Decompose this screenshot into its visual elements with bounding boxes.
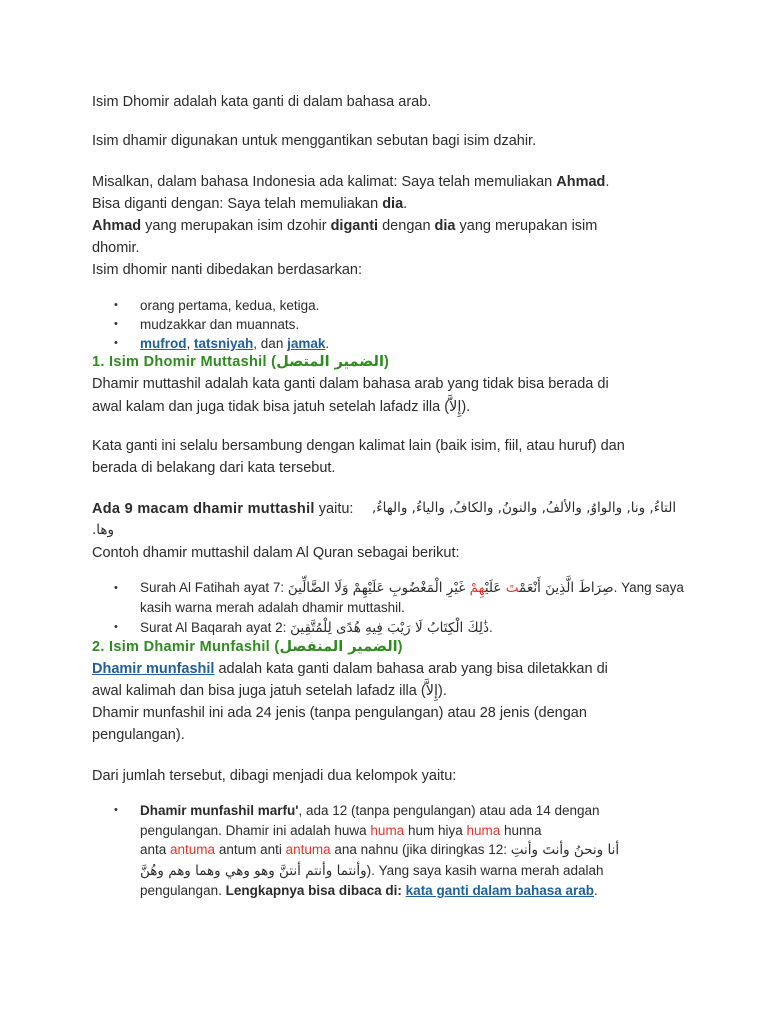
link-tatsniyah[interactable]: tatsniyah (194, 336, 254, 351)
section-2-paragraph-line2 (92, 680, 447, 702)
definition-paragraph (92, 130, 536, 152)
intro-text: Isim Dhomir adalah kata ganti di dalam bahasa arab. (92, 94, 432, 110)
highlighted-word: huma (370, 822, 405, 838)
list-item (110, 618, 684, 638)
text: ana nahnu (jika diringkas 12: (330, 842, 511, 857)
text: Dhamir muttashil adalah kata ganti dalam bahasa arab yang tidak bisa berada di (92, 376, 609, 392)
intro-paragraph (92, 91, 431, 113)
arabic-illa: إِلاَّ (449, 399, 462, 415)
text: Contoh dhamir muttashil dalam Al Quran sebagai berikut: (92, 545, 460, 561)
heading-arabic: الضمير المنفصل (279, 639, 398, 655)
link-mufrod[interactable]: mufrod (140, 336, 187, 351)
highlighted-word: antuma (170, 842, 216, 857)
line (140, 821, 619, 841)
arabic-text: عَلَيْ (484, 580, 506, 596)
separator: , dan (253, 336, 288, 351)
section-1-paragraph-2-line2 (92, 457, 335, 479)
list-item-text: mudzakkar dan muannats. (140, 317, 300, 332)
bold-word: Ahmad (556, 174, 606, 190)
text: Dari jumlah tersebut, dibagi menjadi dua kelompok yaitu: (92, 768, 457, 784)
arabic-text: صِرَاطَ الَّذِينَ أَنْعَمْ (519, 580, 614, 596)
definition-text: Isim dhamir digunakan untuk menggantikan sebutan bagi isim dzahir. (92, 133, 537, 149)
section-1-paragraph-2 (92, 435, 625, 457)
text: pengulangan. (140, 883, 226, 898)
text: hunna (500, 822, 542, 838)
text: yaitu: (314, 501, 354, 517)
separator: , (186, 336, 195, 351)
highlighted-word: huma (466, 822, 501, 838)
section-2-heading (92, 636, 403, 658)
text: yang merupakan isim (455, 218, 598, 234)
text: anta (140, 842, 171, 857)
bold-word: dia (434, 218, 456, 234)
text: awal kalam dan juga tidak bisa jatuh setelah lafadz illa ( (92, 399, 450, 415)
punct: ) (397, 639, 403, 655)
example-paragraph (92, 171, 609, 193)
section-1-paragraph-line2 (92, 396, 470, 418)
heading-arabic: الضمير المتصل (276, 354, 384, 370)
section-1-heading (92, 351, 389, 373)
group-intro (92, 765, 456, 787)
text: yang merupakan isim dzohir (141, 218, 331, 234)
muttashil-arabic-list-end (92, 519, 114, 541)
example-line-2: Bisa diganti dengan: Saya telah memuliakan (92, 196, 383, 212)
punct: ). (461, 399, 471, 415)
highlighted-pronoun: هِمْ (469, 580, 485, 596)
link-dhamir-munfashil[interactable]: Dhamir munfashil (92, 661, 215, 677)
text: ). Yang saya kasih warna merah adalah (366, 862, 604, 878)
list-item (110, 296, 329, 315)
quran-example-intro (92, 542, 460, 564)
text: berada di belakang dari kata tersebut. (92, 460, 336, 476)
arabic-verse-fatihah (288, 580, 614, 596)
bold-text: Ada 9 macam dhamir muttashil (92, 501, 315, 517)
line (140, 861, 619, 882)
arabic-text: غَيْرِ الْمَغْضُوبِ عَلَيْهِمْ وَلَا الضَّالِّينَ (287, 580, 470, 596)
section-1-paragraph (92, 373, 609, 395)
punct: . (605, 174, 610, 190)
text: Surah Al Fatihah ayat 7: (140, 580, 288, 595)
arabic-pronouns: وأنتما وأنتم أنتنَّ وهو وهي وهما وهم وهُنَّ (140, 862, 367, 879)
text: pengulangan). (92, 727, 185, 743)
text: , ada 12 (tanpa pengulangan) atau ada 14 dengan (298, 803, 600, 818)
example-line-1: Misalkan, dalam bahasa Indonesia ada kalimat: Saya telah memuliakan (92, 174, 557, 190)
punct: ) (383, 354, 390, 370)
section-2-count-line2 (92, 724, 185, 746)
arabic-text: وها. (92, 522, 115, 538)
highlighted-word: antuma (285, 842, 331, 857)
section-2-count (92, 702, 587, 724)
link-kata-ganti[interactable]: kata ganti dalam bahasa arab (405, 883, 594, 898)
punct: . (488, 620, 493, 635)
text: hum hiya (404, 822, 467, 838)
line (140, 840, 619, 861)
highlighted-pronoun: تَ (505, 580, 520, 596)
text: Kata ganti ini selalu bersambung dengan kalimat lain (baik isim, fiil, atau huruf) dan (92, 438, 625, 454)
text: antum anti (215, 842, 286, 857)
list-item-text: orang pertama, kedua, ketiga. (140, 298, 320, 313)
punct: . (594, 883, 598, 898)
text: adalah kata ganti dalam bahasa arab yang bisa diletakkan di (214, 661, 608, 677)
punct: . (403, 196, 408, 212)
bold-text: Lengkapnya bisa dibaca di: (225, 883, 402, 898)
arabic-pronoun-list: التاءُ, ونا, والواوُ, والألفُ, والنونُ, والكافُ, والياءُ, والهاءُ, (372, 500, 677, 516)
text: kasih warna merah adalah dhamir muttashil. (140, 600, 405, 615)
bold-word: dia (382, 196, 404, 212)
bold-word: diganti (330, 218, 379, 234)
punct: ). (438, 683, 447, 699)
list-item (110, 801, 619, 901)
example-paragraph-line3 (92, 215, 597, 237)
section-2-paragraph (92, 658, 608, 680)
example-paragraph-line4 (92, 237, 140, 259)
arabic-illa: إِلاَّ (425, 683, 439, 699)
example-paragraph-line5 (92, 259, 362, 281)
arabic-pronouns: أنا ونحنُ وأنتَ وأنتِ (510, 842, 620, 858)
arabic-verse-baqarah: ذَٰلِكَ الْكِتَابُ لَا رَيْبَ فِيهِ هُدًى لِلْمُتَّقِينَ (290, 620, 489, 636)
link-jamak[interactable]: jamak (287, 336, 326, 351)
list-item (110, 315, 329, 334)
punct: . (325, 336, 330, 351)
text: dengan (378, 218, 435, 234)
example-paragraph-line2 (92, 193, 407, 215)
muttashil-arabic-list (372, 497, 677, 519)
text: . Yang saya (613, 580, 684, 595)
text: dhomir. (92, 240, 140, 256)
category-list (110, 296, 329, 353)
text: awal kalimah dan bisa juga jatuh setelah lafadz illa ( (92, 683, 426, 699)
text: Surat Al Baqarah ayat 2: (140, 620, 291, 635)
bold-word: Ahmad (92, 218, 142, 234)
heading-text: 2. Isim Dhamir Munfashil ( (92, 639, 280, 655)
bold-text: Dhamir munfashil marfu' (140, 803, 299, 818)
text: pengulangan. Dhamir ini adalah huwa (140, 822, 371, 838)
heading-text: 1. Isim Dhomir Muttashil ( (92, 354, 277, 370)
text: Dhamir munfashil ini ada 24 jenis (tanpa pengulangan) atau 28 jenis (dengan (92, 705, 587, 721)
text: Isim dhomir nanti dibedakan berdasarkan: (92, 262, 363, 278)
munfashil-list (110, 801, 619, 901)
quran-example-list (110, 578, 684, 638)
line (140, 881, 619, 901)
muttashil-types (92, 498, 353, 520)
list-item (110, 578, 684, 618)
